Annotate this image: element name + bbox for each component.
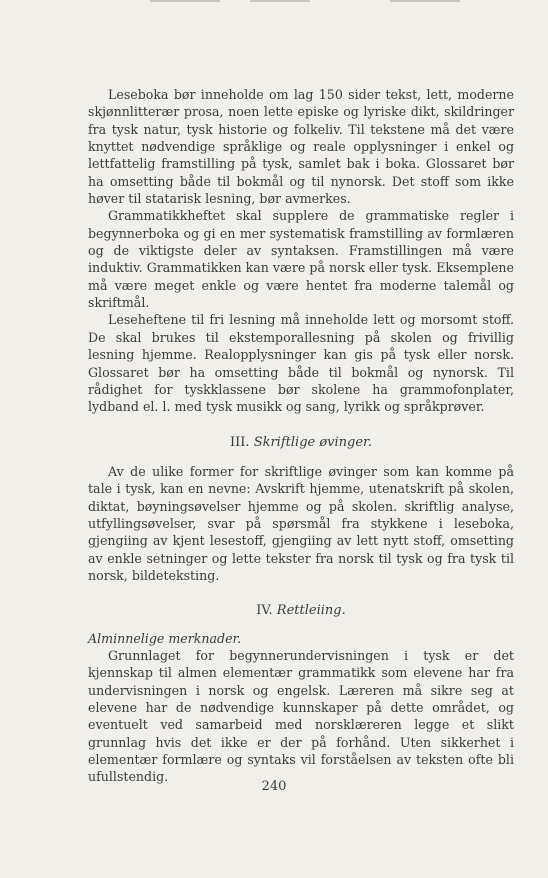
paragraph-skriftlige-ovinger: Av de ulike former for skriftlige øvinger som kan komme på tale i tysk, kan en nevne: Avskrift hjemme, utenatskrift på skolen, diktat, bøyningsøvelser hjemme og på skolen. skriftlig analyse, utfyllingsøvelser, svar på spørsmål fra stykkene i leseboka, gjengiing av kjent lesestoff, gjengiing av lett nytt stoff, omsetting av enkle setninger og lette tekster fra norsk til tysk og fra tysk til norsk, bildeteksting. [88, 463, 514, 583]
top-edge-mark [250, 0, 310, 2]
section-heading-iii [88, 434, 514, 451]
paragraph-leseboka: Leseboka bør inneholde om lag 150 sider tekst, lett, moderne skjønnlitterær prosa, noen lette episke og lyriske dikt, skildringer fra tysk natur, tysk historie og folkeliv. Til tekstene må det være knyttet nødvendige språklige og reale opplysninger i enkel og lettfattelig framstilling på tysk, samlet bak i boka. Glossaret bør ha omsetting både til bokmål og til nynorsk. Det stoff som ikke høver til statarisk lesning, bør avmerkes. [88, 87, 514, 207]
paragraph-grunnlaget: Grunnlaget for begynnerundervisningen i tysk er det kjennskap til almen elementær grammatikk som elevene har fra undervisningen i norsk og engelsk. Læreren må sikre seg at elevene har de nødvendige kunnskaper på dette området, og eventuelt ved samarbeid med norsklæreren legge et slikt grunnlag hvis det ikke er der på forhånd. Uten sikkerhet i elementær formlære og syntaks vil forståelsen av teksten ofte bli ufullstendig. [88, 647, 514, 785]
page-number: 240 [261, 779, 287, 794]
section-number: IV. [256, 603, 273, 619]
top-edge-mark [390, 0, 460, 2]
top-edge-mark [150, 0, 220, 2]
section-number: III. [230, 434, 250, 450]
body-text [88, 86, 514, 786]
section-heading-iv [88, 602, 514, 619]
paragraph-grammatikkheftet: Grammatikkheftet skal supplere de grammatiske regler i begynnerboka og gi en mer systematisk framstilling av formlæren og de viktigste deler av syntaksen. Framstillingen må være induktiv. Grammatikken kan være på norsk eller tysk. Eksemplene må være meget enkle og være hentet fra moderne talemål og skriftmål. [88, 208, 514, 311]
subheading: Alminnelige merknader. [88, 630, 242, 646]
paragraph-leseheftene: Leseheftene til fri lesning må inneholde lett og morsomt stoff. De skal brukes til ekstemporallesning på skolen og frivillig lesning hjemme. Realopplysninger kan gis på tysk eller norsk. Glossaret bør ha omsetting både til bokmål og nynorsk. Til rådighet for tyskklassene bør skolene ha grammofonplater, lydband el. l. med tysk musikk og sang, lyrikk og språkprøver. [88, 312, 514, 415]
section-title: Rettleiing. [276, 603, 346, 619]
section-title: Skriftlige øvinger. [253, 434, 372, 450]
